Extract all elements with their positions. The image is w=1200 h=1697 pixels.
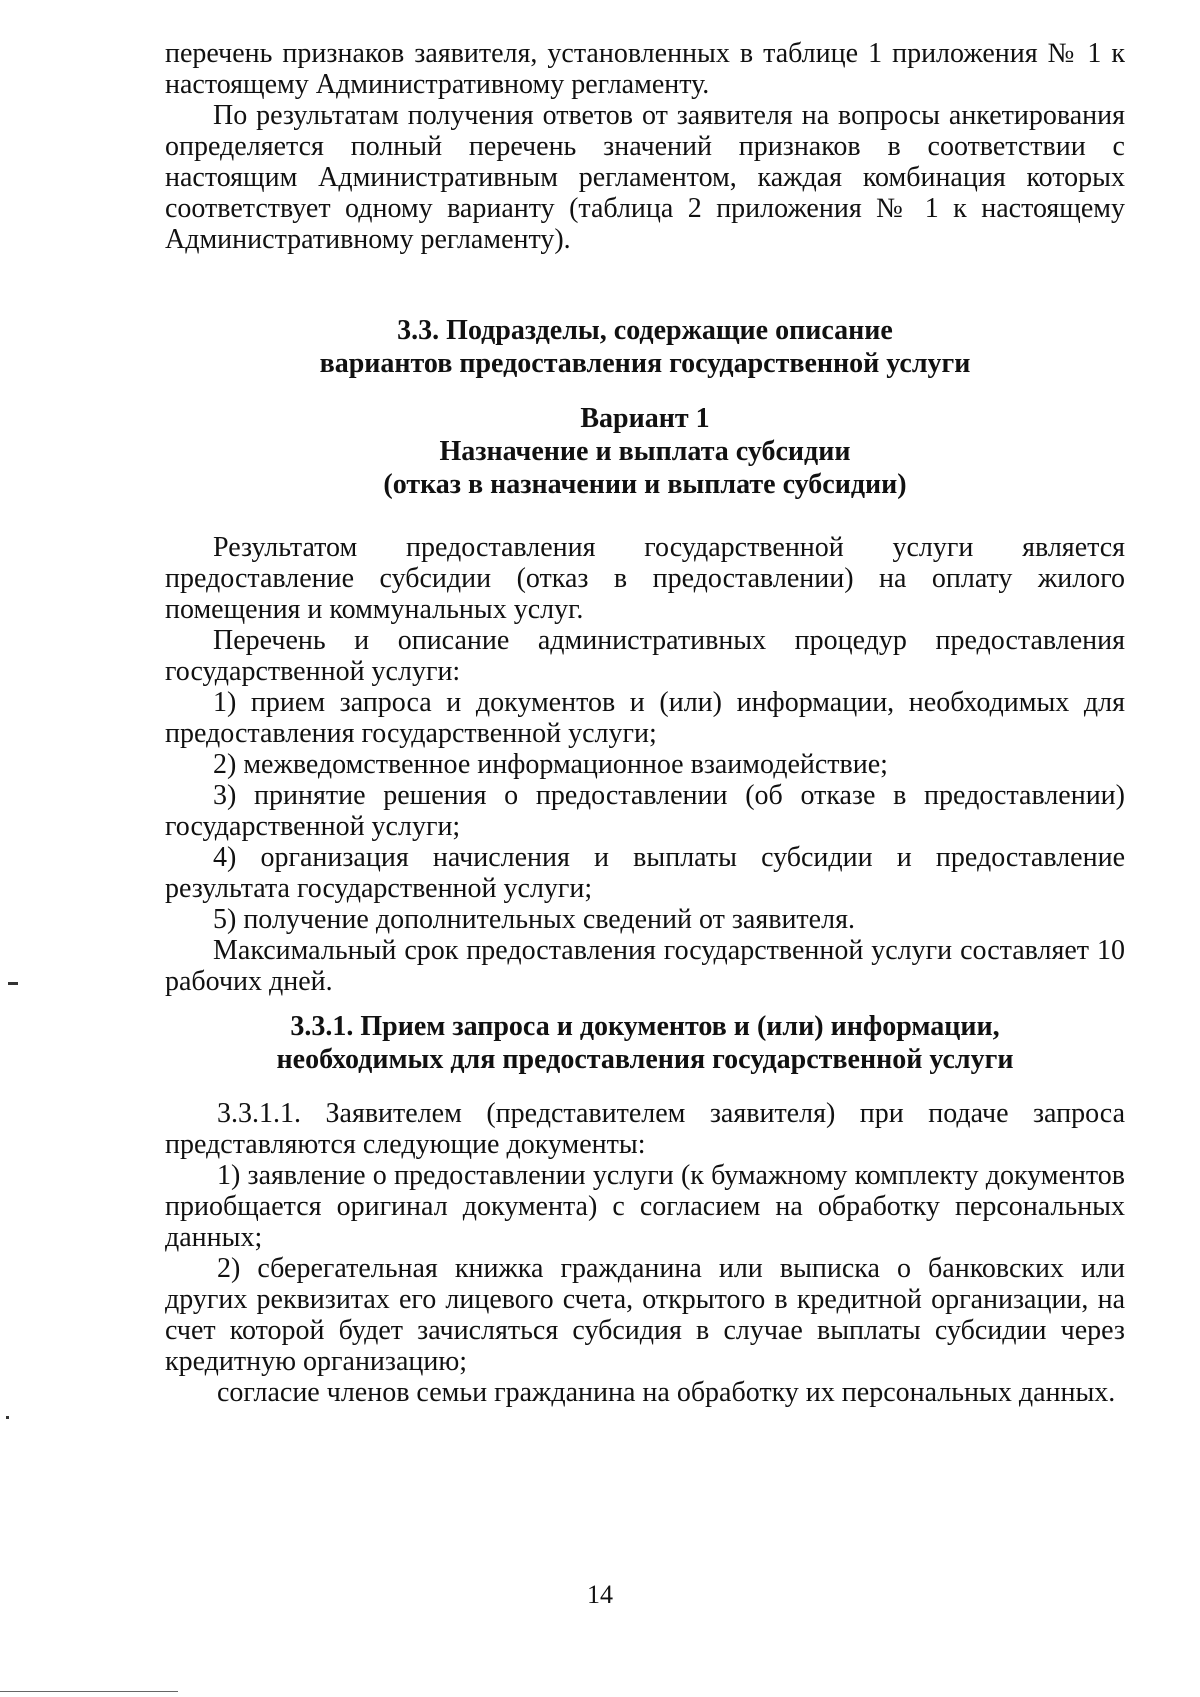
scan-artifact-dot [6, 1416, 9, 1419]
variant-heading-line1: Вариант 1 [580, 403, 710, 434]
section-3-3-heading-line2: вариантов предоставления государственной услуги [319, 348, 971, 379]
document-item-1: 1) заявление о предоставлении услуги (к бумажному комплекту документов приобщается оригинал документа) с согласием на обработку персональных данных; [165, 1160, 1125, 1253]
paragraph-result: Результатом предоставления государственной услуги является предоставление субсидии (отказ в предоставлении) на оплату жилого помещения и коммунальных услуг. [165, 532, 1125, 625]
paragraph-documents-intro: 3.3.1.1. Заявителем (представителем заявителя) при подаче запроса представляются следующие документы: [165, 1098, 1125, 1160]
variant-heading-line2: Назначение и выплата субсидии [439, 436, 851, 467]
paragraph-procedures-intro: Перечень и описание административных процедур предоставления государственной услуги: [165, 625, 1125, 687]
page-number: 14 [587, 1580, 613, 1609]
paragraph-signs-list: перечень признаков заявителя, установленных в таблице 1 приложения № 1 к настоящему Административному регламенту. [165, 38, 1125, 100]
paragraph-max-term: Максимальный срок предоставления государственной услуги составляет 10 рабочих дней. [165, 935, 1125, 997]
section-3-3-1-heading-line1: 3.3.1. Прием запроса и документов и (или) информации, [290, 1011, 1000, 1042]
section-3-3-1-heading [165, 1010, 1125, 1076]
section-3-3-1-body [165, 1098, 1125, 1408]
intro-section [165, 38, 1125, 255]
procedure-item-3: 3) принятие решения о предоставлении (об отказе в предоставлении) государственной услуги; [165, 780, 1125, 842]
procedure-item-5: 5) получение дополнительных сведений от заявителя. [213, 904, 855, 935]
section-3-3-1-heading-line2: необходимых для предоставления государственной услуги [276, 1044, 1014, 1075]
section-3-3-heading [165, 314, 1125, 380]
paragraph-survey-results: По результатам получения ответов от заявителя на вопросы анкетирования определяется полный перечень значений признаков в соответствии с настоящим Административным регламентом, каждая комбинация которых соответствует одному варианту (таблица 2 приложения № 1 к настоящему Административному регламенту). [165, 100, 1125, 255]
paragraph-family-consent: согласие членов семьи гражданина на обработку их персональных данных. [217, 1377, 1116, 1408]
document-item-2: 2) сберегательная книжка гражданина или выписка о банковских или других реквизитах его лицевого счета, открытого в кредитной организации, на счет которой будет зачисляться субсидия в случае выплаты субсидии через кредитную организацию; [165, 1253, 1125, 1377]
variant-heading [165, 402, 1125, 501]
variant-body [165, 532, 1125, 997]
procedure-item-4: 4) организация начисления и выплаты субсидии и предоставление результата государственной услуги; [165, 842, 1125, 904]
section-3-3-heading-line1: 3.3. Подразделы, содержащие описание [397, 315, 893, 346]
footer-rule [0, 1691, 178, 1692]
scan-artifact-mark [8, 982, 18, 985]
procedure-item-1: 1) прием запроса и документов и (или) информации, необходимых для предоставления государственной услуги; [165, 687, 1125, 749]
variant-heading-line3: (отказ в назначении и выплате субсидии) [383, 469, 907, 500]
procedure-item-2: 2) межведомственное информационное взаимодействие; [213, 749, 888, 780]
